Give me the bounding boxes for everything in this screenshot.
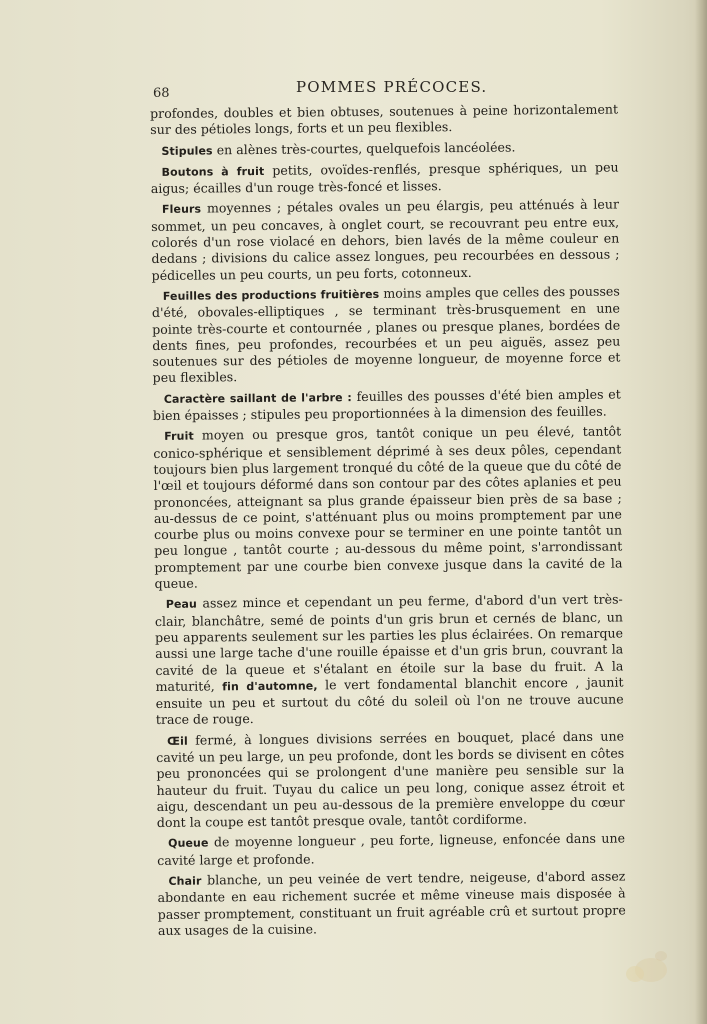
term-label: Œil (167, 734, 188, 748)
term-label: Caractère saillant de l'arbre : (163, 390, 352, 406)
paragraph-text: moyen ou presque gros, tantôt conique un peu élevé, tantôt conico-sphérique et sensiblement déprimé à ses deux pôles, cependant toujours bien plus largement tronqué du côté de la queue que du côté de l'œil et toujours déformé dans son contour par des côtes aplanies et peu prononcées, atteignant sa plus grande épaisseur bien près de sa base ; au-dessus de ce point, s'atténuant plus ou moins promptement par une courbe plus ou moins convexe pour se terminer en une pointe tantôt un peu longue , tantôt courte ; au-dessous du même point, s'arrondissant promptement par une courbe bien convexe jusque dans la cavité de la queue. (153, 423, 623, 591)
term-label-inline: fin d'automne, (222, 679, 318, 694)
term-label: Chair (168, 874, 202, 888)
paragraph-continuation (150, 102, 618, 139)
paragraph-text: moins amples que celles des pousses d'été, obovales-elliptiques , se terminant très-brusquement en une pointe très-courte et contournée , planes ou presque planes, bordées de dents fines, peu profondes, recourbées et un peu aiguës, assez peu soutenues sur des pétioles de moyenne longueur, de moyenne force et peu flexibles. (151, 283, 621, 386)
term-label: Fleurs (161, 202, 202, 217)
term-label: Boutons à fruit (161, 164, 265, 179)
paragraph-feuilles (152, 283, 621, 386)
paragraph-stipules (150, 138, 618, 160)
paragraph-text: moyennes ; pétales ovales un peu élargis, peu atténués à leur sommet, un peu concaves, à onglet court, se recouvrant peu entre eux, colorés d'un rose violacé en dehors, bien lavés de la même couleur en dedans ; divisions du calice assez longues, peu recourbées en dessous ; pédicelles un peu courts, un peu forts, cotonneux. (151, 196, 620, 283)
term-label: Stipules (161, 143, 213, 158)
paragraph-text: petits, ovoïdes-renflés, presque sphériques, un peu aigus; écailles d'un rouge très-foncé et lisses. (150, 159, 619, 197)
paragraph-chair (157, 869, 626, 940)
paragraph-text: le vert fondamental blanchit encore , jaunit ensuite un peu et surtout du côté du soleil où l'on ne trouve aucune trace de rouge. (155, 674, 624, 728)
paragraph-fruit (153, 424, 623, 592)
paragraph-peau (155, 592, 624, 729)
paragraph-text: fermé, à longues divisions serrées en bouquet, placé dans une cavité un peu large, un peu profonde, dont les bords se divisent en côtes peu prononcées qui se prolongent d'une manière peu sensible sur la hauteur du fruit. Tuyau du calice un peu long, conique assez étroit et aigu, descendant un peu au-dessous de la première enveloppe du cœur dont la coupe est tantôt presque ovale, tantôt cordiforme. (156, 728, 625, 831)
page-edge-shadow (695, 0, 707, 1024)
page-stain-mark (611, 942, 677, 988)
paragraph-text: en alènes très-courtes, quelquefois lancéolées. (212, 139, 516, 157)
paragraph-fleurs (151, 197, 620, 284)
term-label: Fruit (164, 429, 194, 444)
body-text (150, 102, 626, 944)
term-label: Feuilles des productions fruitières (162, 287, 380, 303)
paragraph-boutons (151, 159, 619, 197)
paragraph-text: profondes, doubles et bien obtuses, soutenues à peine horizontalement sur des pétioles longs, forts et un peu flexibles. (150, 101, 619, 138)
paragraph-text: blanche, un peu veinée de vert tendre, neigeuse, d'abord assez abondante en eau richement sucrée et même vineuse mais disposée à passer promptement, constituant un fruit agréable crû et surtout propre aux usages de la cuisine. (157, 868, 626, 938)
running-title: POMMES PRÉCOCES. (296, 78, 488, 96)
paragraph-text: assez mince et cependant un peu ferme, d'abord d'un vert très-clair, blanchâtre, semé de points d'un gris brun et cernés de blanc, un peu apparents seulement sur les parties les plus éclairées. On remarque aussi une large tache d'une rouille épaisse et d'un gris brun, couvrant la cavité de la queue et s'étalant en étoile sur la base du fruit. A la maturité, (154, 591, 624, 694)
paragraph-oeil (156, 728, 625, 831)
page-number: 68 (153, 86, 170, 101)
paragraph-queue (157, 831, 625, 869)
term-label: Peau (165, 597, 198, 612)
paragraph-text: feuilles des pousses d'été bien amples et bien épaisses ; stipules peu proportionnées à la dimension des feuilles. (152, 386, 621, 424)
paragraph-caractere (153, 386, 621, 424)
paragraph-text: de moyenne longueur , peu forte, ligneuse, enfoncée dans une cavité large et profonde. (157, 830, 626, 868)
page-header (153, 78, 623, 102)
term-label: Queue (168, 836, 209, 851)
